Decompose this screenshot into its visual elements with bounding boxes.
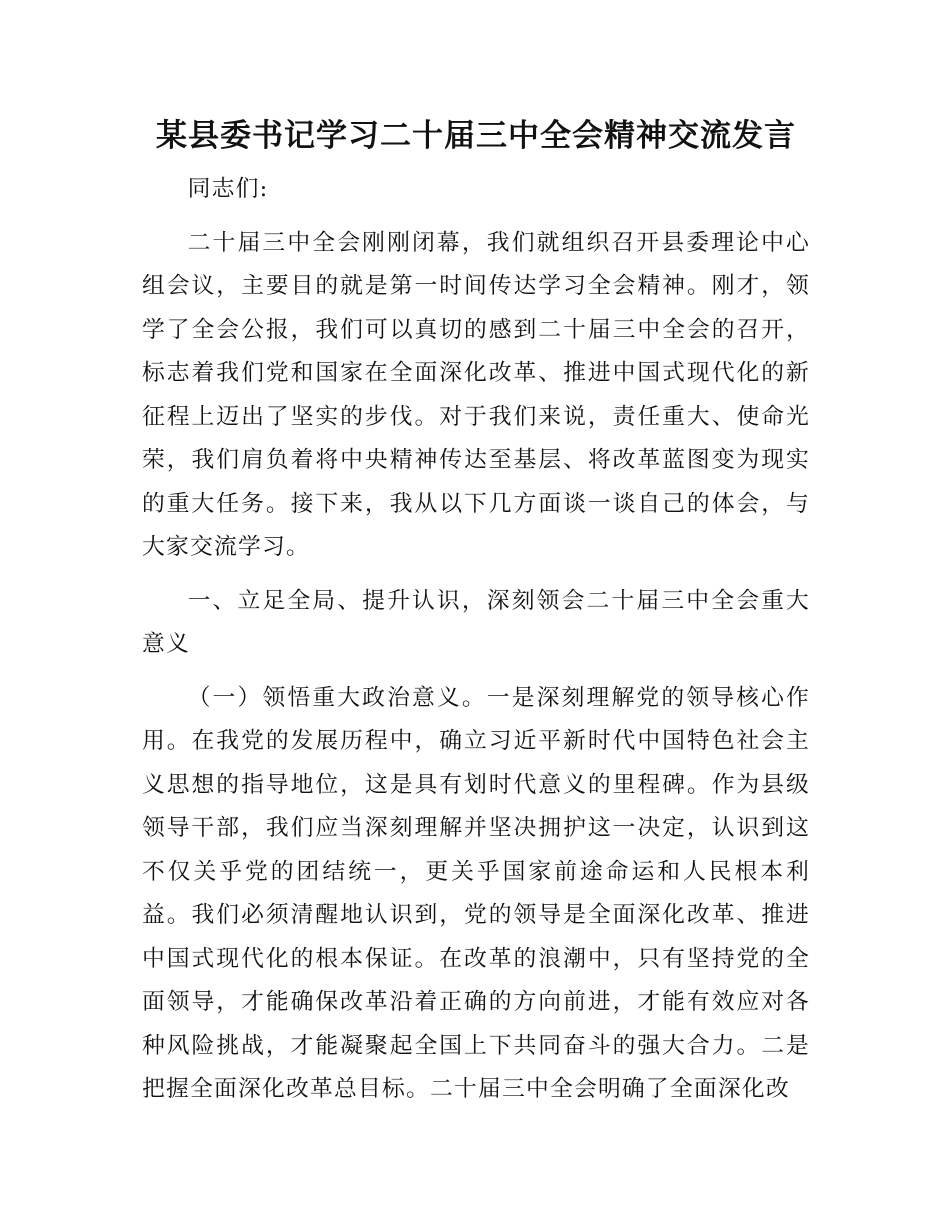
document-page (142, 108, 810, 1112)
paragraph-political-significance: （一）领悟重大政治意义。一是深刻理解党的领导核心作用。在我党的发展历程中，确立习近平新时代中国特色社会主义思想的指导地位，这是具有划时代意义的里程碑。作为县级领导干部，我们应当深刻理解并坚决拥护这一决定，认识到这不仅关乎党的团结统一，更关乎国家前途命运和人民根本利益。我们必须清醒地认识到，党的领导是全面深化改革、推进中国式现代化的根本保证。在改革的浪潮中，只有坚持党的全面领导，才能确保改革沿着正确的方向前进，才能有效应对各种风险挑战，才能凝聚起全国上下共同奋斗的强大合力。二是把握全面深化改革总目标。二十届三中全会明确了全面深化改 (142, 684, 810, 1102)
section-heading-1: 一、立足全局、提升认识，深刻领会二十届三中全会重大意义 (142, 587, 810, 657)
document-title: 某县委书记学习二十届三中全会精神交流发言 (156, 118, 796, 154)
greeting: 同志们: (187, 176, 269, 202)
paragraph-intro: 二十届三中全会刚刚闭幕，我们就组织召开县委理论中心组会议，主要目的就是第一时间传达学习全会精神。刚才，领学了全会公报，我们可以真切的感到二十届三中全会的召开，标志着我们党和国家在全面深化改革、推进中国式现代化的新征程上迈出了坚实的步伐。对于我们来说，责任重大、使命光荣，我们肩负着将中央精神传达至基层、将改革蓝图变为现实的重大任务。接下来，我从以下几方面谈一谈自己的体会，与大家交流学习。 (142, 229, 810, 560)
